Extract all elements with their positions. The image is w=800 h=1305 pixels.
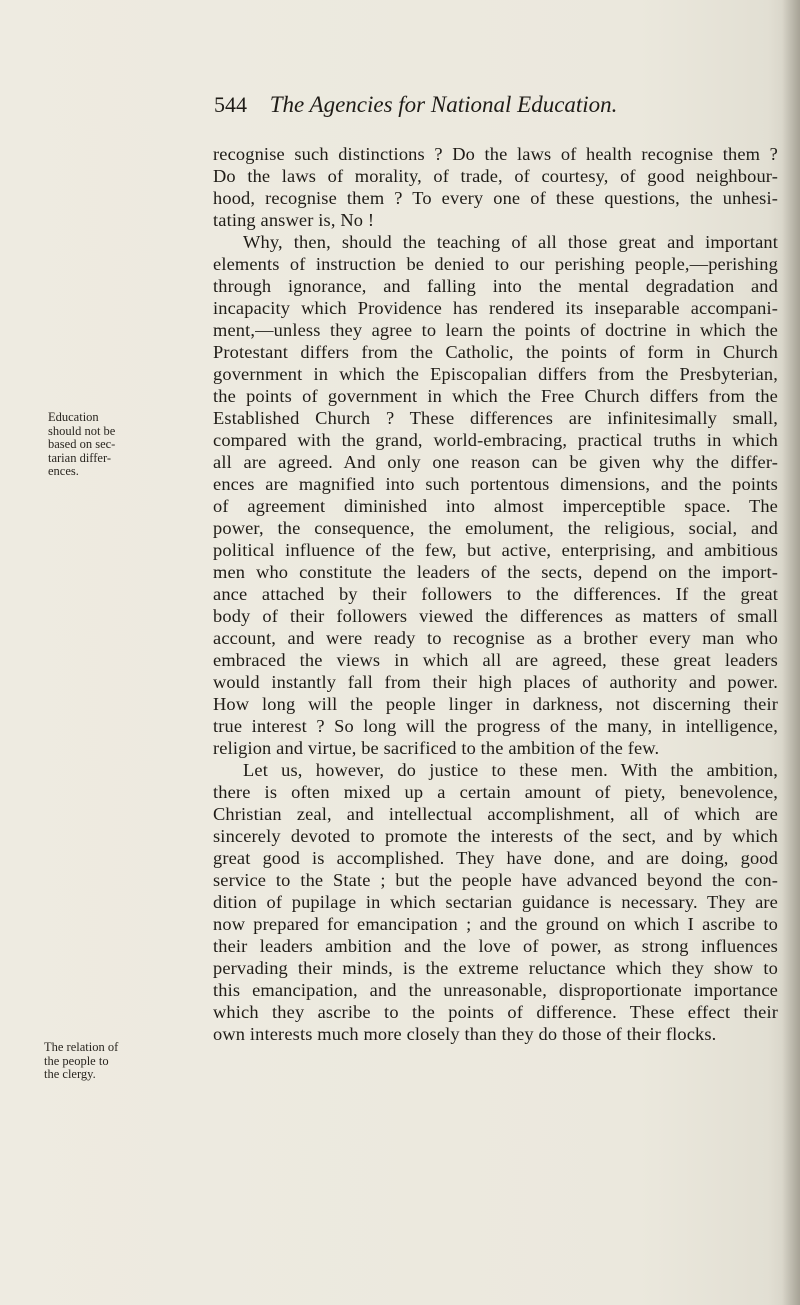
text-line: elements of instruction be denied to our perishing people,—perishing (213, 254, 778, 274)
text-line: ences are magnified into such portentous dimensions, and the points (213, 474, 778, 494)
text-line: embraced the views in which all are agreed, these great leaders (213, 650, 778, 670)
text-line: compared with the grand, world-embracing, practical truths in which (213, 430, 778, 450)
text-line: Why, then, should the teaching of all those great and important (243, 232, 778, 252)
text-line: Established Church ? These differences are infinitesimally small, (213, 408, 778, 428)
text-line: body of their followers viewed the differences as matters of small (213, 606, 778, 626)
text-line: Let us, however, do justice to these men. With the ambition, (243, 760, 778, 780)
text-line: there is often mixed up a certain amount of piety, benevolence, (213, 782, 778, 802)
text-line: dition of pupilage in which sectarian guidance is necessary. They are (213, 892, 778, 912)
text-line: own interests much more closely than they do those of their flocks. (213, 1024, 717, 1044)
text-line: How long will the people linger in darkness, not discerning their (213, 694, 778, 714)
marginal-note-line: based on sec- (48, 437, 116, 451)
text-line: now prepared for emancipation ; and the ground on which I ascribe to (213, 914, 778, 934)
text-line: great good is accomplished. They have done, and are doing, good (213, 848, 778, 868)
text-line: would instantly fall from their high places of authority and power. (213, 672, 778, 692)
text-line: this emancipation, and the unreasonable, disproportionate importance (213, 980, 778, 1000)
text-line: sincerely devoted to promote the interests of the sect, and by which (213, 826, 778, 846)
page-number: 544 (214, 92, 247, 117)
text-line: account, and were ready to recognise as a brother every man who (213, 628, 778, 648)
marginal-note-line: ences. (48, 464, 79, 478)
text-line: all are agreed. And only one reason can be given why the differ- (213, 452, 778, 472)
text-line: of agreement diminished into almost imperceptible space. The (213, 496, 778, 516)
text-line: through ignorance, and falling into the mental degradation and (213, 276, 778, 296)
text-line: service to the State ; but the people have advanced beyond the con- (213, 870, 778, 890)
text-line: the points of government in which the Free Church differs from the (213, 386, 778, 406)
text-line: religion and virtue, be sacrificed to the ambition of the few. (213, 738, 660, 758)
running-head (214, 92, 734, 118)
text-line: ment,—unless they agree to learn the points of doctrine in which the (213, 320, 778, 340)
marginal-note-line: tarian differ- (48, 450, 112, 465)
running-head-title: The Agencies for National Education. (269, 92, 618, 117)
text-line: hood, recognise them ? To every one of these questions, the unhesi- (213, 188, 778, 208)
text-line: tating answer is, No ! (213, 210, 375, 230)
marginal-note-line: the people to (44, 1053, 109, 1068)
text-line: Protestant differs from the Catholic, the points of form in Church (213, 342, 778, 362)
body-text (213, 143, 778, 1045)
marginal-note-line: should not be (48, 423, 116, 438)
text-line: incapacity which Providence has rendered its inseparable accompani- (213, 298, 778, 318)
text-line: which they ascribe to the points of difference. These effect their (213, 1002, 778, 1022)
text-line: Christian zeal, and intellectual accomplishment, all of which are (213, 804, 778, 824)
text-line: political influence of the few, but active, enterprising, and ambitious (213, 540, 778, 560)
page-edge-shadow (782, 0, 800, 1305)
text-line: men who constitute the leaders of the sects, depend on the import- (213, 562, 778, 582)
text-line: true interest ? So long will the progress of the many, in intelligence, (213, 716, 778, 736)
marginal-note-line: The relation of (44, 1040, 119, 1054)
text-line: their leaders ambition and the love of power, as strong influences (213, 936, 778, 956)
text-line: recognise such distinctions ? Do the laws of health recognise them ? (213, 144, 778, 164)
text-line: pervading their minds, is the extreme reluctance which they show to (213, 958, 778, 978)
marginal-note-line: Education (48, 410, 99, 424)
text-line: government in which the Episcopalian differs from the Presbyterian, (213, 364, 778, 384)
marginal-note-relation (44, 1041, 154, 1082)
marginal-note-education (48, 411, 158, 479)
text-line: Do the laws of morality, of trade, of courtesy, of good neighbour- (213, 166, 778, 186)
text-line: ance attached by their followers to the differences. If the great (213, 584, 778, 604)
text-line: power, the consequence, the emolument, the religious, social, and (213, 518, 778, 538)
marginal-note-line: the clergy. (44, 1067, 96, 1081)
